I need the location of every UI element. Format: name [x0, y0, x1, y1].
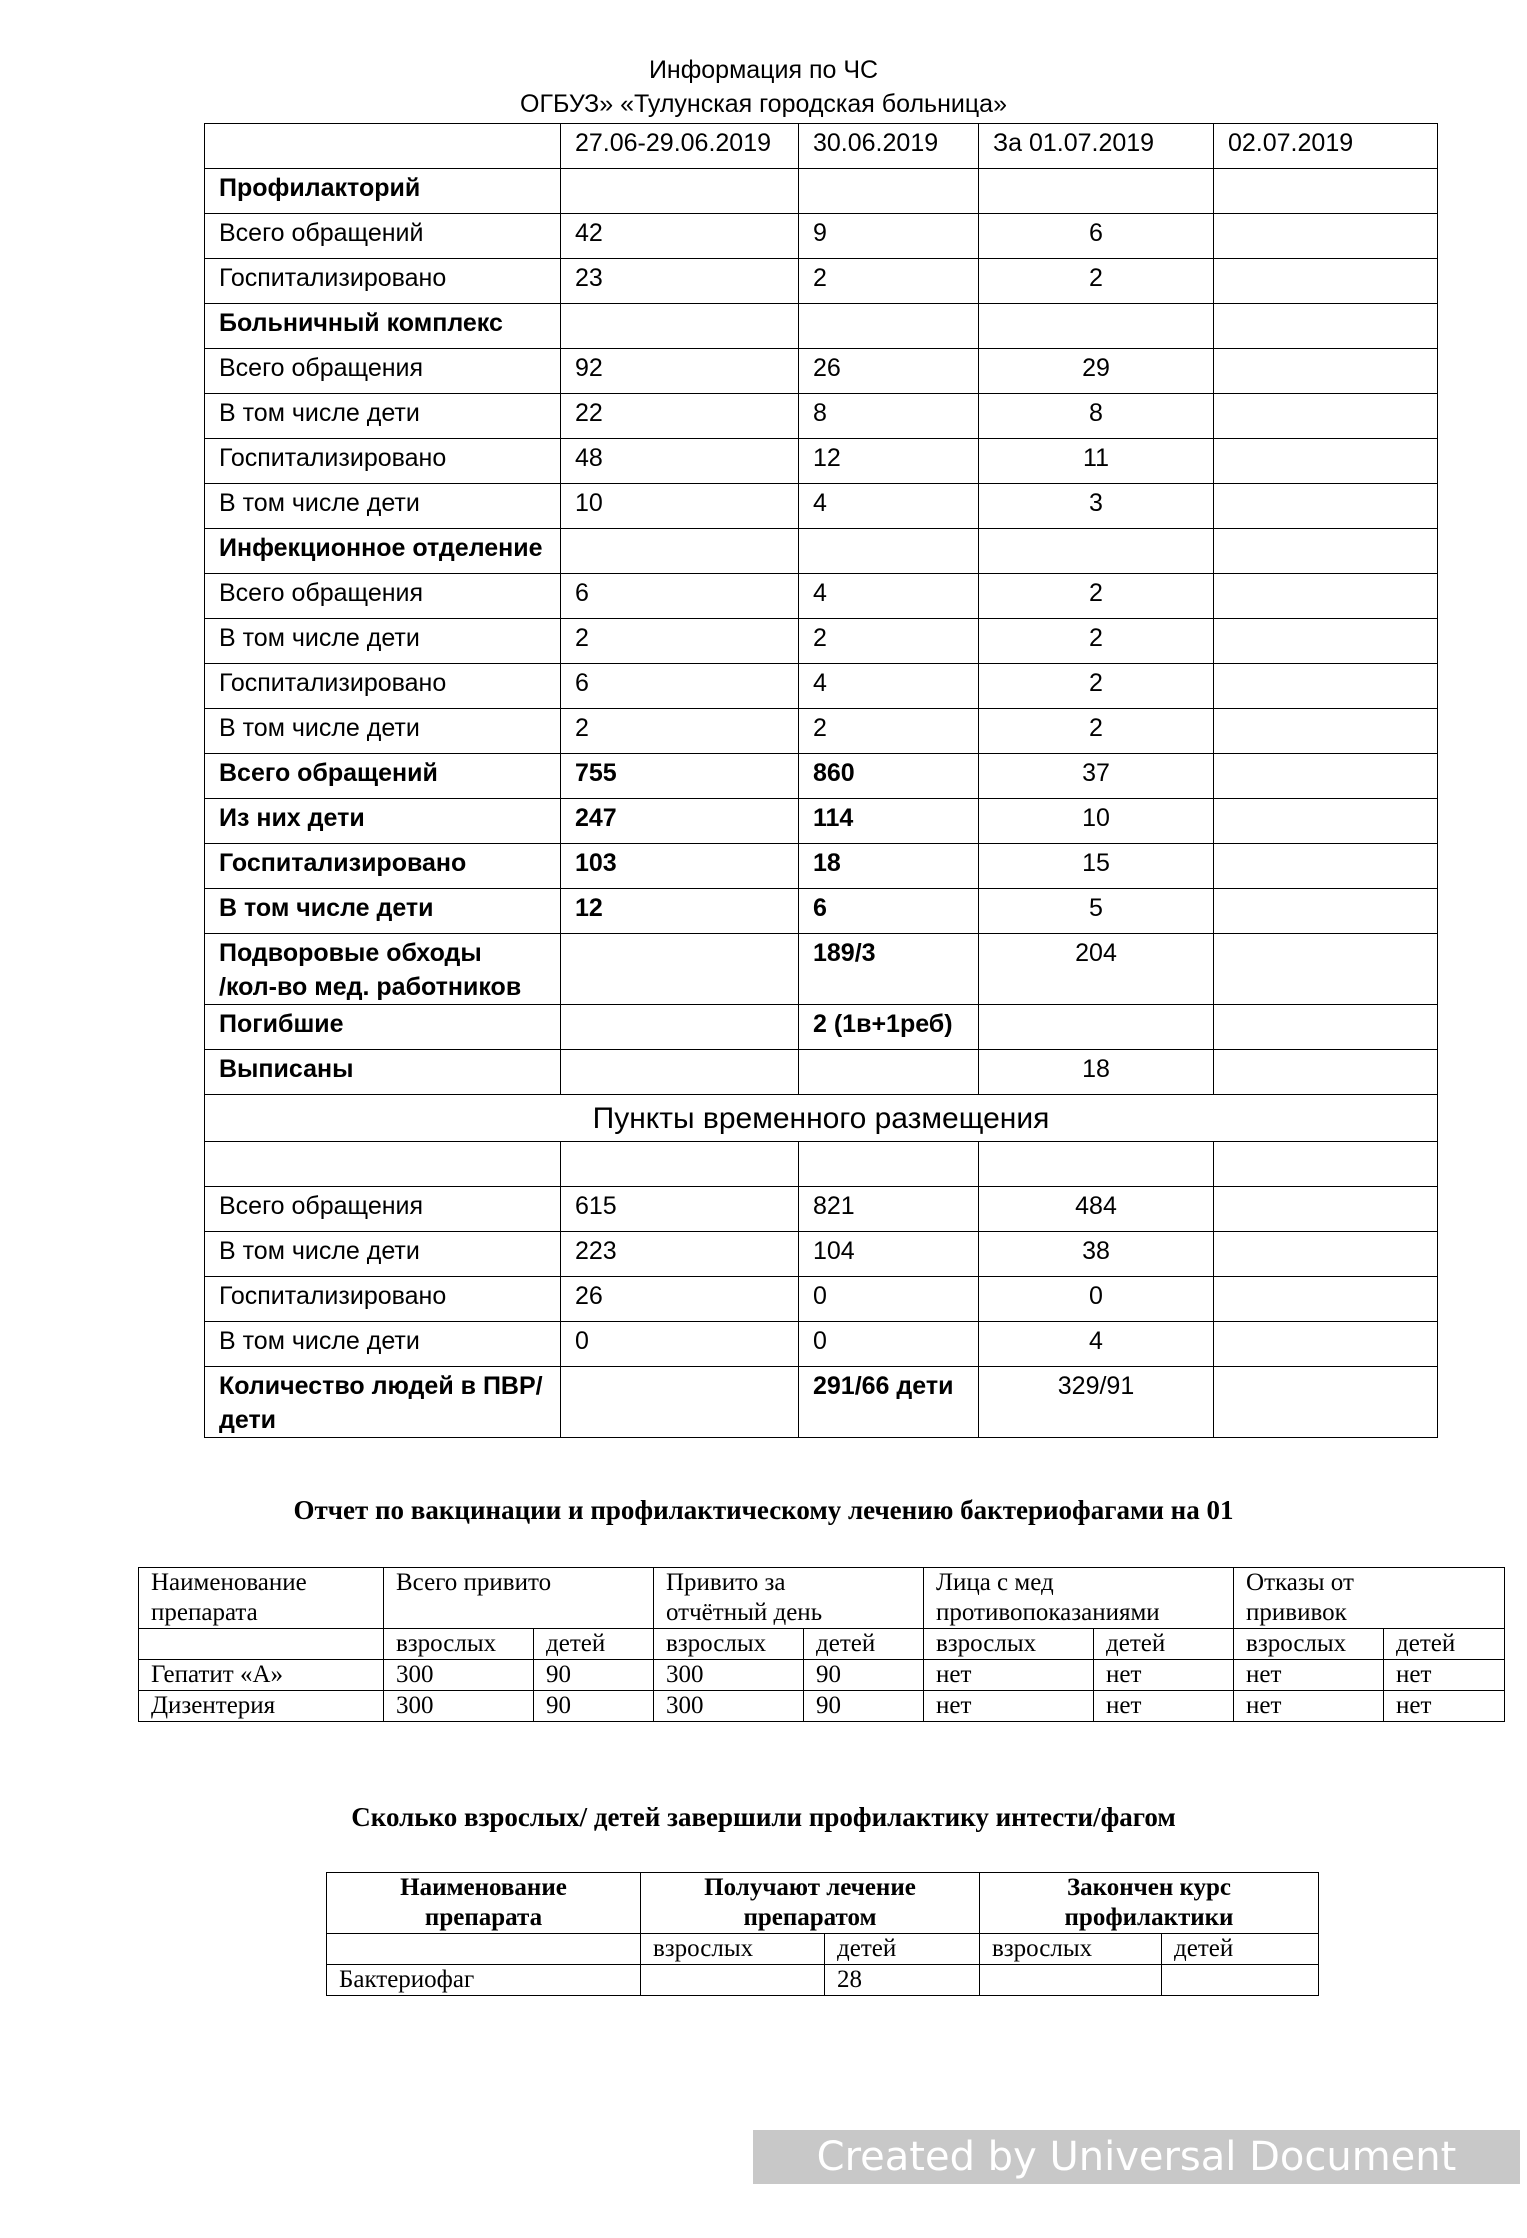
value-cell [1214, 934, 1438, 1005]
row-label [205, 934, 561, 1005]
table-row [205, 259, 1438, 304]
value-cell [979, 304, 1214, 349]
value-cell: 484 [979, 1187, 1214, 1232]
value-cell: 37 [979, 754, 1214, 799]
value-cell: 755 [561, 754, 799, 799]
value-cell: 3 [979, 484, 1214, 529]
phage-report-title: Сколько взрослых/ детей завершили профилактику интести/фагом [351, 1802, 1176, 1832]
row-label: В том числе дети [205, 484, 561, 529]
value-cell: 10 [561, 484, 799, 529]
value-cell: 38 [979, 1232, 1214, 1277]
table-row [205, 529, 1438, 574]
value-cell: 6 [561, 664, 799, 709]
table-row [205, 1322, 1438, 1367]
value-cell: 0 [799, 1277, 979, 1322]
row-label: Всего обращения [205, 349, 561, 394]
row-label-line: /кол-во мед. работников [219, 973, 522, 1001]
value-cell: 4 [799, 664, 979, 709]
value-cell: 12 [799, 439, 979, 484]
row-label: Госпитализировано [205, 439, 561, 484]
row-label: В том числе дети [205, 1232, 561, 1277]
value-cell: 2 [979, 619, 1214, 664]
table-row [205, 1367, 1438, 1438]
column-header-line: прививок [1246, 1599, 1347, 1626]
table-row [205, 619, 1438, 664]
column-header [924, 1568, 1234, 1629]
value-cell [1214, 1232, 1438, 1277]
empty-cell [799, 1142, 979, 1187]
table-row [327, 1965, 1319, 1996]
value-cell: 90 [804, 1660, 924, 1691]
subheader-children: детей [1162, 1934, 1319, 1965]
value-cell: 4 [799, 484, 979, 529]
row-label: Всего обращений [205, 214, 561, 259]
value-cell: 114 [799, 799, 979, 844]
date-header-row [205, 124, 1438, 169]
table-row [205, 214, 1438, 259]
table-row [205, 439, 1438, 484]
row-label: Госпитализировано [205, 844, 561, 889]
subheader-row [139, 1629, 1505, 1660]
value-cell: 12 [561, 889, 799, 934]
subheader-adults: взрослых [924, 1629, 1094, 1660]
subheader-children: детей [1094, 1629, 1234, 1660]
value-cell [1214, 169, 1438, 214]
column-header-line: Наименование [151, 1569, 307, 1596]
column-header-line: профилактики [1064, 1904, 1234, 1931]
value-cell: нет [1094, 1691, 1234, 1722]
subheader-children: детей [534, 1629, 654, 1660]
value-cell [1214, 844, 1438, 889]
table-row [205, 709, 1438, 754]
value-cell: 300 [654, 1691, 804, 1722]
value-cell: нет [924, 1660, 1094, 1691]
value-cell: 26 [561, 1277, 799, 1322]
header-row [139, 1568, 1505, 1629]
column-header-line: противопоказаниями [936, 1599, 1160, 1626]
value-cell: 6 [561, 574, 799, 619]
pvr-title: Пункты временного размещения [205, 1095, 1438, 1142]
value-cell [1214, 304, 1438, 349]
value-cell [1214, 439, 1438, 484]
value-cell: 821 [799, 1187, 979, 1232]
column-header-line: отчётный день [666, 1599, 823, 1626]
vaccination-report-title: Отчет по вакцинации и профилактическому лечению бактериофагами на 01 [293, 1495, 1234, 1525]
column-header-line: препарата [151, 1599, 258, 1626]
value-cell: 2 [979, 574, 1214, 619]
value-cell: 8 [799, 394, 979, 439]
column-header-line: Отказы от [1246, 1569, 1354, 1596]
value-cell: 204 [979, 934, 1214, 1005]
value-cell: 189/3 [799, 934, 979, 1005]
corner-cell [205, 124, 561, 169]
table-row [205, 934, 1438, 1005]
value-cell [979, 529, 1214, 574]
pvr-title-row [205, 1095, 1438, 1142]
value-cell [1214, 754, 1438, 799]
row-label-line: Количество людей в ПВР/ [219, 1372, 543, 1400]
subheader-adults: взрослых [641, 1934, 825, 1965]
row-label: Госпитализировано [205, 259, 561, 304]
value-cell [1214, 1322, 1438, 1367]
subheader-adults: взрослых [980, 1934, 1162, 1965]
value-cell [1214, 349, 1438, 394]
value-cell: 6 [799, 889, 979, 934]
value-cell [561, 169, 799, 214]
column-header [327, 1873, 641, 1934]
drug-name: Бактериофаг [327, 1965, 641, 1996]
value-cell [1214, 1050, 1438, 1095]
row-label: Госпитализировано [205, 1277, 561, 1322]
row-label: В том числе дети [205, 709, 561, 754]
column-header [1234, 1568, 1505, 1629]
value-cell: 2 [799, 619, 979, 664]
value-cell: 223 [561, 1232, 799, 1277]
value-cell: 10 [979, 799, 1214, 844]
date-header: 02.07.2019 [1214, 124, 1438, 169]
value-cell: 103 [561, 844, 799, 889]
table-row [139, 1660, 1505, 1691]
value-cell: 300 [654, 1660, 804, 1691]
value-cell: 247 [561, 799, 799, 844]
row-label-line: дети [219, 1406, 277, 1434]
value-cell: 18 [799, 844, 979, 889]
value-cell: 48 [561, 439, 799, 484]
value-cell: 300 [384, 1691, 534, 1722]
value-cell: 42 [561, 214, 799, 259]
value-cell: нет [1094, 1660, 1234, 1691]
table-row [205, 664, 1438, 709]
column-header-line: Всего привито [396, 1569, 552, 1596]
value-cell [1162, 1965, 1319, 1996]
value-cell [1214, 1187, 1438, 1232]
value-cell [1214, 574, 1438, 619]
table-row [205, 349, 1438, 394]
value-cell [1214, 529, 1438, 574]
date-header: За 01.07.2019 [979, 124, 1214, 169]
value-cell: 11 [979, 439, 1214, 484]
value-cell: 2 [799, 259, 979, 304]
column-header-line: Привито за [666, 1569, 786, 1596]
table-row [205, 1187, 1438, 1232]
column-header [139, 1568, 384, 1629]
subheader-adults: взрослых [1234, 1629, 1384, 1660]
column-header [641, 1873, 980, 1934]
subheader-adults: взрослых [654, 1629, 804, 1660]
value-cell [561, 529, 799, 574]
row-label: Из них дети [205, 799, 561, 844]
value-cell: 2 [979, 259, 1214, 304]
subheader-row [327, 1934, 1319, 1965]
empty-cell [1214, 1142, 1438, 1187]
value-cell [1214, 1277, 1438, 1322]
empty-cell [205, 1142, 561, 1187]
value-cell: 15 [979, 844, 1214, 889]
row-label: В том числе дети [205, 619, 561, 664]
value-cell: 90 [804, 1691, 924, 1722]
column-header-line: Закончен курс [1066, 1874, 1232, 1901]
table-row [139, 1691, 1505, 1722]
value-cell: нет [1384, 1691, 1505, 1722]
value-cell: 4 [799, 574, 979, 619]
row-label-line: Подворовые обходы [219, 939, 482, 967]
value-cell [799, 169, 979, 214]
value-cell: 2 [979, 664, 1214, 709]
column-header [980, 1873, 1319, 1934]
value-cell: 0 [799, 1322, 979, 1367]
empty-cell [327, 1934, 641, 1965]
table-row [205, 394, 1438, 439]
empty-cell [979, 1142, 1214, 1187]
value-cell: 6 [979, 214, 1214, 259]
value-cell [1214, 799, 1438, 844]
date-header: 30.06.2019 [799, 124, 979, 169]
row-label: В том числе дети [205, 394, 561, 439]
value-cell: 2 [979, 709, 1214, 754]
value-cell [1214, 1367, 1438, 1438]
value-cell: 329/91 [979, 1367, 1214, 1438]
row-label: Госпитализировано [205, 664, 561, 709]
hospital-name: ОГБУЗ» «Тулунская городская больница» [520, 90, 1007, 118]
drug-name: Гепатит «А» [139, 1660, 384, 1691]
value-cell: 18 [979, 1050, 1214, 1095]
row-label: Выписаны [205, 1050, 561, 1095]
table-row [205, 1050, 1438, 1095]
value-cell [1214, 889, 1438, 934]
value-cell: 9 [799, 214, 979, 259]
drug-name: Дизентерия [139, 1691, 384, 1722]
value-cell [561, 304, 799, 349]
value-cell [799, 1050, 979, 1095]
report-title: Информация по ЧС [648, 56, 879, 84]
value-cell: 4 [979, 1322, 1214, 1367]
table-row [205, 1277, 1438, 1322]
table-row [205, 889, 1438, 934]
value-cell: 2 [561, 709, 799, 754]
subheader-children: детей [825, 1934, 980, 1965]
value-cell: 615 [561, 1187, 799, 1232]
row-label: Инфекционное отделение [205, 529, 561, 574]
value-cell: 860 [799, 754, 979, 799]
value-cell: 5 [979, 889, 1214, 934]
value-cell: 92 [561, 349, 799, 394]
value-cell: 90 [534, 1660, 654, 1691]
date-header: 27.06-29.06.2019 [561, 124, 799, 169]
value-cell: 23 [561, 259, 799, 304]
header-row [327, 1873, 1319, 1934]
value-cell: нет [1234, 1691, 1384, 1722]
column-header-line: Лица с мед [936, 1569, 1054, 1596]
value-cell [1214, 394, 1438, 439]
emergency-info-table [204, 123, 1438, 1438]
row-label: Погибшие [205, 1005, 561, 1050]
column-header-line: Наименование [400, 1874, 567, 1901]
value-cell [1214, 619, 1438, 664]
phage-table [326, 1872, 1319, 1996]
row-label [205, 1367, 561, 1438]
vaccination-table [138, 1567, 1505, 1722]
value-cell: 28 [825, 1965, 980, 1996]
column-header-line: препаратом [743, 1904, 877, 1931]
value-cell [641, 1965, 825, 1996]
value-cell: 300 [384, 1660, 534, 1691]
table-row [205, 304, 1438, 349]
value-cell [1214, 1005, 1438, 1050]
value-cell: 26 [799, 349, 979, 394]
value-cell: 2 [561, 619, 799, 664]
watermark: Created by Universal Document Converter [753, 2130, 1520, 2184]
subheader-children: детей [804, 1629, 924, 1660]
empty-cell [561, 1142, 799, 1187]
table-row [205, 1005, 1438, 1050]
value-cell: 22 [561, 394, 799, 439]
value-cell: 0 [979, 1277, 1214, 1322]
table-row [205, 574, 1438, 619]
value-cell [561, 1005, 799, 1050]
column-header-line: препарата [424, 1904, 543, 1931]
value-cell [1214, 664, 1438, 709]
value-cell [979, 1005, 1214, 1050]
empty-row [205, 1142, 1438, 1187]
row-label: Больничный комплекс [205, 304, 561, 349]
row-label: В том числе дети [205, 889, 561, 934]
row-label: В том числе дети [205, 1322, 561, 1367]
value-cell [1214, 484, 1438, 529]
table-row [205, 1232, 1438, 1277]
value-cell: нет [924, 1691, 1094, 1722]
value-cell: нет [1234, 1660, 1384, 1691]
value-cell: нет [1384, 1660, 1505, 1691]
subheader-children: детей [1384, 1629, 1505, 1660]
row-label: Профилакторий [205, 169, 561, 214]
value-cell: 291/66 дети [799, 1367, 979, 1438]
value-cell [979, 169, 1214, 214]
row-label: Всего обращения [205, 574, 561, 619]
value-cell [799, 304, 979, 349]
value-cell [799, 529, 979, 574]
column-header-line: Получают лечение [704, 1874, 916, 1901]
value-cell: 90 [534, 1691, 654, 1722]
column-header [654, 1568, 924, 1629]
table-row [205, 169, 1438, 214]
value-cell: 104 [799, 1232, 979, 1277]
table-row [205, 754, 1438, 799]
value-cell [561, 1050, 799, 1095]
value-cell: 2 (1в+1реб) [799, 1005, 979, 1050]
empty-cell [139, 1629, 384, 1660]
value-cell [1214, 214, 1438, 259]
value-cell: 2 [799, 709, 979, 754]
value-cell: 8 [979, 394, 1214, 439]
value-cell: 0 [561, 1322, 799, 1367]
row-label: Всего обращений [205, 754, 561, 799]
value-cell: 29 [979, 349, 1214, 394]
value-cell [980, 1965, 1162, 1996]
table-row [205, 844, 1438, 889]
subheader-adults: взрослых [384, 1629, 534, 1660]
table-row [205, 799, 1438, 844]
column-header [384, 1568, 654, 1629]
value-cell [561, 934, 799, 1005]
value-cell [1214, 709, 1438, 754]
value-cell [1214, 259, 1438, 304]
table-row [205, 484, 1438, 529]
value-cell [561, 1367, 799, 1438]
row-label: Всего обращения [205, 1187, 561, 1232]
